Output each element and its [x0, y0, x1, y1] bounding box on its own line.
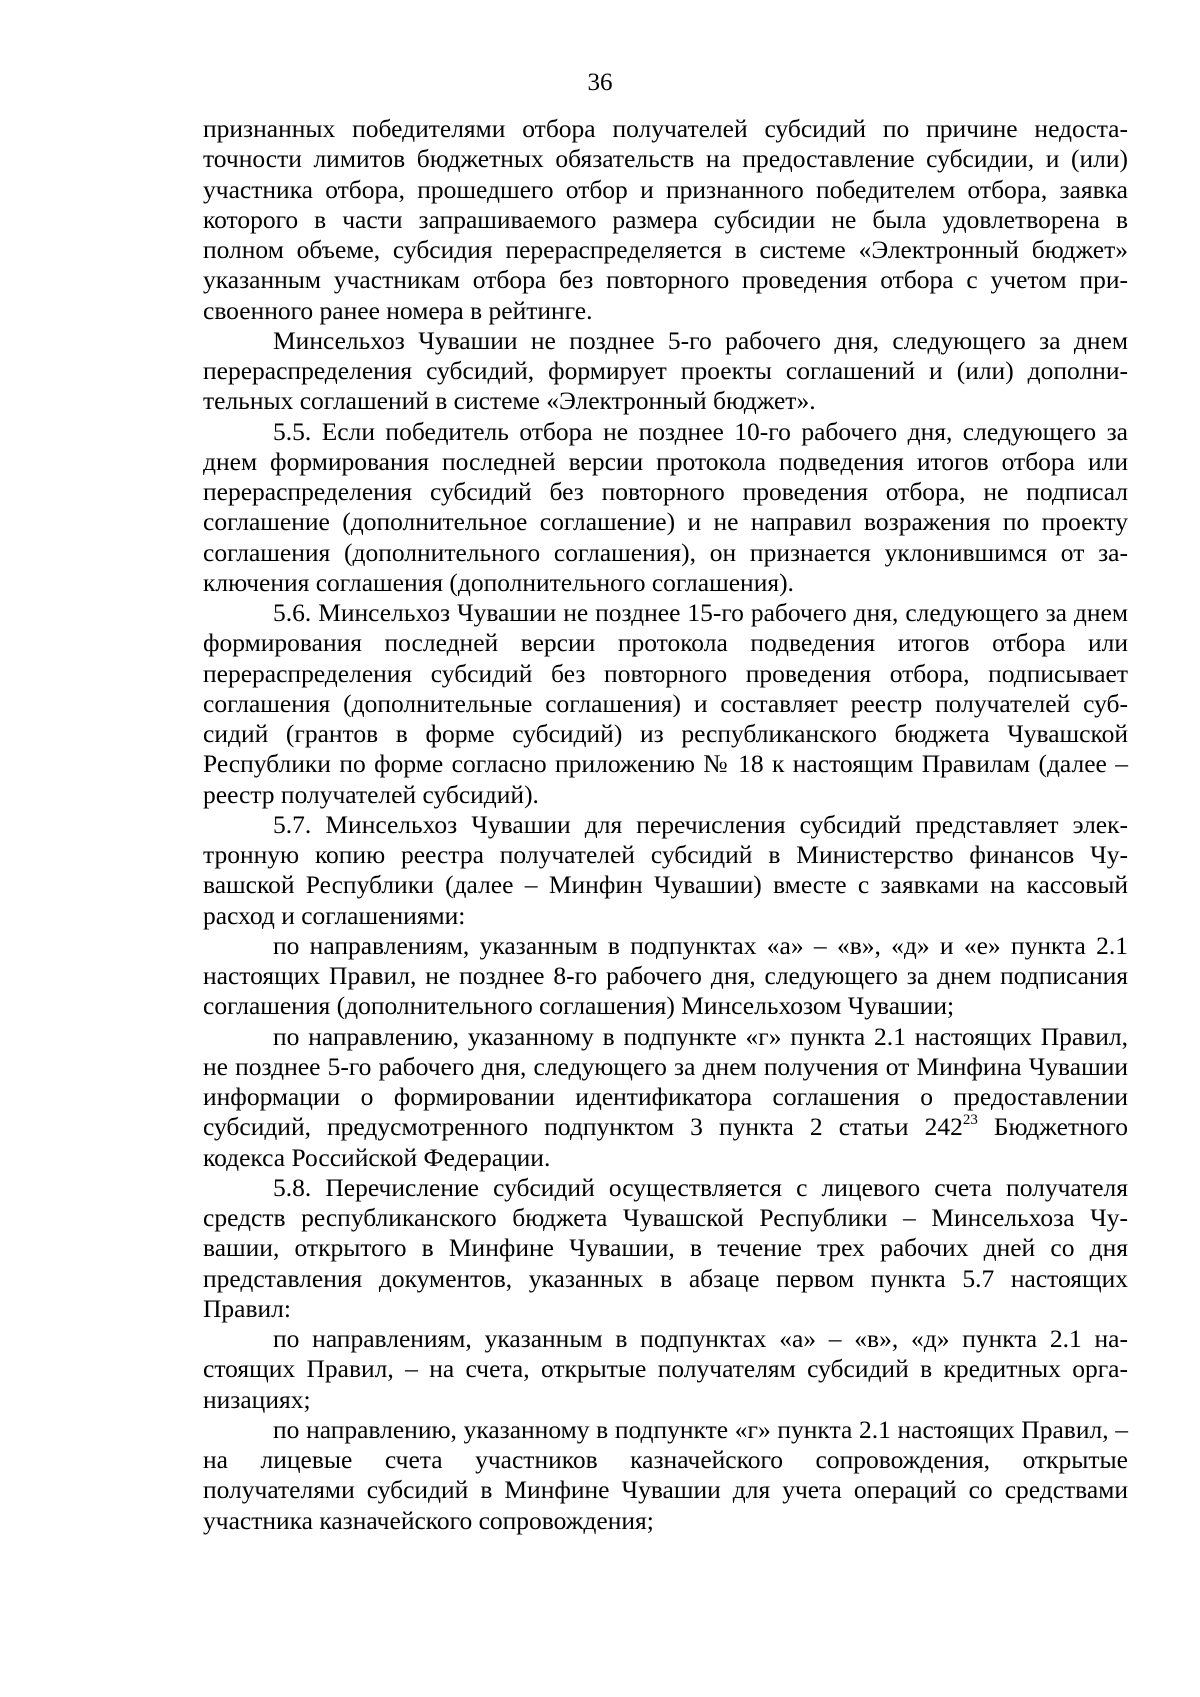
paragraph-5-5: 5.5. Если победитель отбора не позднее 10-го рабочего дня, следующего за днем формирования последней версии протокола подведения итогов отбора или перераспределения субсидий без повторного проведения отбора, не подписал соглашение (дополнительное соглашение) и не направил возражения по проекту соглашения (дополнительного соглашения), он признается уклонившимся от заключения соглашения (дополнительного соглашения). [203, 416, 1128, 597]
paragraph-5-6: 5.6. Минсельхоз Чувашии не позднее 15-го рабочего дня, следующего за днем формирования последней версии протокола подведения итогов отбора или перераспределения субсидий без повторного проведения отбора, подписывает соглашения (дополнительные соглашения) и составляет реестр получателей субсидий (грантов в форме субсидий) из республиканского бюджета Чувашской Республики по форме согласно приложению № 18 к настоящим Правилам (далее – реестр получателей субсидий). [203, 598, 1128, 809]
paragraph-5-8-directions: по направлениям, указанным в подпунктах «а» – «в», «д» пункта 2.1 настоящих Правил, – на счета, открытые получателям субсидий в кредитных организациях; [203, 1324, 1128, 1414]
paragraph-5-7-direction-g-text: по направлению, указанному в подпункте «г» пункта 2.1 настоящих Правил, не позднее 5-го рабочего дня, следующего за днем получения от Минфина Чувашии информации о формировании идентификатора соглашения о предоставлении субсидий, предусмотренного подпунктом 3 пункта 2 статьи 242 [203, 1021, 1128, 1142]
paragraph-continuation: признанных победителями отбора получателей субсидий по причине недостаточности лимитов бюджетных обязательств на предоставление субсидии, и (или) участника отбора, прошедшего отбор и признанного победителем отбора, заявка которого в части запрашиваемого размера субсидии не была удовлетворена в полном объеме, субсидия перераспределяется в системе «Электронный бюджет» указанным участникам отбора без повторного проведения отбора с учетом присвоенного ранее номера в рейтинге. [203, 114, 1128, 325]
paragraph-5-7-directions: по направлениям, указанным в подпунктах «а» – «в», «д» и «е» пункта 2.1 настоящих Правил, не позднее 8-го рабочего дня, следующего за днем подписания соглашения (дополнительного соглашения) Минсельхозом Чувашии; [203, 930, 1128, 1021]
document-body [203, 114, 1128, 1536]
paragraph-agreement-drafts: Минсельхоз Чувашии не позднее 5-го рабочего дня, следующего за днем перераспределения субсидий, формирует проекты соглашений и (или) дополнительных соглашений в системе «Электронный бюджет». [203, 325, 1128, 416]
paragraph-5-7-direction-g [203, 1022, 1128, 1173]
page-number: 36 [587, 69, 613, 96]
article-superscript: 23 [962, 1111, 978, 1128]
paragraph-5-8-direction-g: по направлению, указанному в подпункте «г» пункта 2.1 настоящих Правил, – на лицевые счета участников казначейского сопровождения, открытые получателями субсидий в Минфине Чувашии для учета операций со средствами участника казначейского сопровождения; [203, 1414, 1128, 1535]
paragraph-5-7: 5.7. Минсельхоз Чувашии для перечисления субсидий представляет электронную копию реестра получателей субсидий в Министерство финансов Чувашской Республики (далее – Минфин Чувашии) вместе с заявками на кассовый расход и соглашениями: [203, 809, 1128, 930]
paragraph-5-8: 5.8. Перечисление субсидий осуществляется с лицевого счета получателя средств республиканского бюджета Чувашской Республики – Минсельхоза Чувашии, открытого в Минфине Чувашии, в течение трех рабочих дней со дня представления документов, указанных в абзаце первом пункта 5.7 настоящих Правил: [203, 1172, 1128, 1323]
paragraph-5-7-direction-g-tail: Бюджетного кодекса Российской Федерации. [203, 1112, 1128, 1172]
